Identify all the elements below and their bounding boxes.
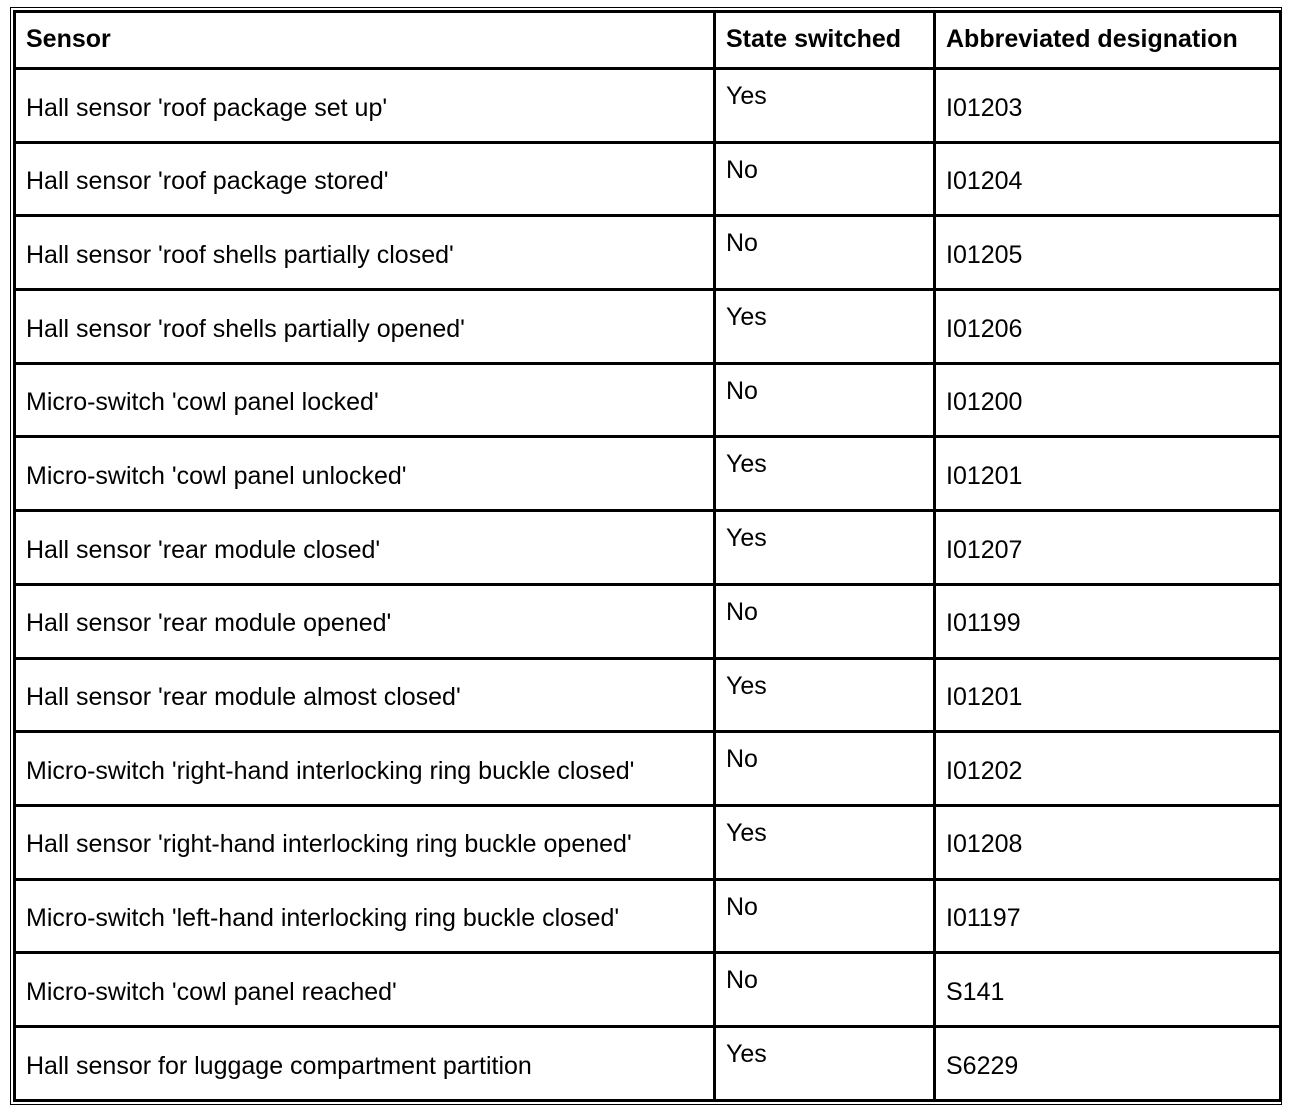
state-switched-cell: No xyxy=(715,953,935,1027)
state-switched-cell: No xyxy=(715,363,935,437)
sensor-name-cell: Hall sensor 'roof package stored' xyxy=(15,142,715,216)
table-row xyxy=(15,584,1281,658)
header-sensor: Sensor xyxy=(15,12,715,69)
sensor-name-cell: Micro-switch 'right-hand interlocking ring buckle closed' xyxy=(15,732,715,806)
sensor-name-cell: Hall sensor 'right-hand interlocking ring buckle opened' xyxy=(15,805,715,879)
sensor-name-cell: Hall sensor for luggage compartment partition xyxy=(15,1026,715,1100)
sensor-table-frame xyxy=(10,7,1282,1105)
table-header xyxy=(15,12,1281,69)
sensor-name-cell: Hall sensor 'roof shells partially opened' xyxy=(15,290,715,364)
abbreviated-designation-cell: I01208 xyxy=(935,805,1281,879)
abbreviated-designation-cell: S141 xyxy=(935,953,1281,1027)
table-row xyxy=(15,290,1281,364)
table-body xyxy=(15,69,1281,1101)
abbreviated-designation-cell: I01207 xyxy=(935,511,1281,585)
sensor-name-cell: Micro-switch 'cowl panel unlocked' xyxy=(15,437,715,511)
table-row xyxy=(15,953,1281,1027)
table-row xyxy=(15,732,1281,806)
abbreviated-designation-cell: I01204 xyxy=(935,142,1281,216)
sensor-name-cell: Micro-switch 'left-hand interlocking ring buckle closed' xyxy=(15,879,715,953)
table-row xyxy=(15,363,1281,437)
abbreviated-designation-cell: I01205 xyxy=(935,216,1281,290)
abbreviated-designation-cell: I01202 xyxy=(935,732,1281,806)
abbreviated-designation-cell: I01200 xyxy=(935,363,1281,437)
abbreviated-designation-cell: I01201 xyxy=(935,658,1281,732)
state-switched-cell: Yes xyxy=(715,437,935,511)
sensor-name-cell: Hall sensor 'rear module closed' xyxy=(15,511,715,585)
sensor-name-cell: Hall sensor 'rear module opened' xyxy=(15,584,715,658)
table-row xyxy=(15,69,1281,143)
state-switched-cell: Yes xyxy=(715,805,935,879)
state-switched-cell: Yes xyxy=(715,511,935,585)
table-row xyxy=(15,658,1281,732)
table-row xyxy=(15,879,1281,953)
abbreviated-designation-cell: I01197 xyxy=(935,879,1281,953)
table-row xyxy=(15,511,1281,585)
state-switched-cell: Yes xyxy=(715,658,935,732)
state-switched-cell: No xyxy=(715,584,935,658)
table-row xyxy=(15,1026,1281,1100)
table-row xyxy=(15,805,1281,879)
table-row xyxy=(15,142,1281,216)
state-switched-cell: No xyxy=(715,142,935,216)
sensor-name-cell: Hall sensor 'roof shells partially closed' xyxy=(15,216,715,290)
sensor-table xyxy=(13,10,1282,1102)
state-switched-cell: Yes xyxy=(715,69,935,143)
header-state-switched: State switched xyxy=(715,12,935,69)
abbreviated-designation-cell: S6229 xyxy=(935,1026,1281,1100)
state-switched-cell: No xyxy=(715,732,935,806)
sensor-name-cell: Micro-switch 'cowl panel locked' xyxy=(15,363,715,437)
abbreviated-designation-cell: I01203 xyxy=(935,69,1281,143)
state-switched-cell: No xyxy=(715,216,935,290)
state-switched-cell: No xyxy=(715,879,935,953)
header-abbreviated-designation: Abbreviated designation xyxy=(935,12,1281,69)
sensor-name-cell: Hall sensor 'roof package set up' xyxy=(15,69,715,143)
abbreviated-designation-cell: I01206 xyxy=(935,290,1281,364)
abbreviated-designation-cell: I01201 xyxy=(935,437,1281,511)
sensor-name-cell: Micro-switch 'cowl panel reached' xyxy=(15,953,715,1027)
table-row xyxy=(15,437,1281,511)
table-row xyxy=(15,216,1281,290)
state-switched-cell: Yes xyxy=(715,1026,935,1100)
header-row xyxy=(15,12,1281,69)
abbreviated-designation-cell: I01199 xyxy=(935,584,1281,658)
sensor-name-cell: Hall sensor 'rear module almost closed' xyxy=(15,658,715,732)
state-switched-cell: Yes xyxy=(715,290,935,364)
